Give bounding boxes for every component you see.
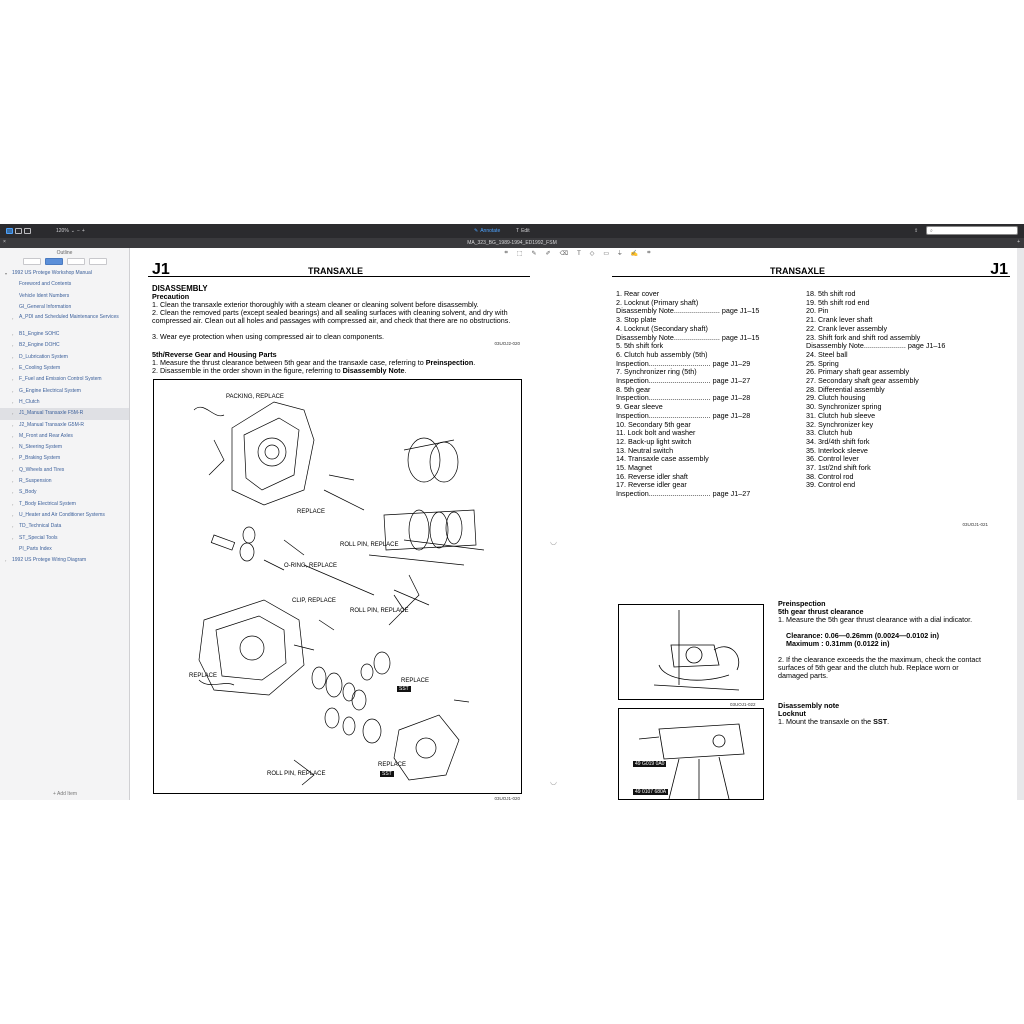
annotations-tab-icon[interactable] — [89, 258, 107, 265]
pdf-page-left — [148, 259, 530, 800]
page-layout-icon[interactable] — [24, 228, 31, 234]
diagram-label: O-RING, REPLACE — [284, 563, 338, 569]
parts-list-item: 17. Reverse idler gear — [616, 480, 687, 490]
highlighter-icon[interactable]: ✐ — [545, 251, 551, 257]
parts-list-item: 35. Interlock sleeve — [806, 445, 868, 455]
outline-item[interactable]: › D_Lubrication System — [12, 353, 68, 360]
figure-code: 03UOJ1-020 — [494, 796, 520, 801]
diagram-label: CLIP, REPLACE — [292, 598, 336, 604]
share-icon[interactable]: ⇪ — [914, 228, 919, 234]
sidebar-tabs — [0, 257, 129, 266]
dial-indicator-photo — [618, 604, 764, 700]
parts-list-item: Inspection............................... page J1–28 — [616, 410, 751, 420]
diagram-label: REPLACE — [401, 678, 430, 684]
outline-item[interactable]: › M_Front and Rear Axles — [12, 432, 73, 439]
document-tab-bar — [0, 238, 1024, 248]
preinspection-step: 2. If the clearance exceeds the the maximum, check the contact surfaces of 5th gear and the clutch hub. Replace worn or damaged parts. — [778, 655, 981, 681]
parts-list-item: 38. Control rod — [806, 471, 854, 481]
sst-part-number: 49 G019 0A0 — [635, 761, 665, 767]
parts-list-item: Disassembly Note....................... page J1–15 — [616, 306, 760, 316]
clearance-spec: Clearance: 0.06—0.26mm (0.0024—0.0102 in) — [786, 631, 940, 640]
zoom-chevron-icon[interactable]: ⌄ — [70, 228, 75, 234]
parts-list-item: 16. Reverse idler shaft — [616, 471, 688, 481]
outline-item[interactable]: › U_Heater and Air Conditioner Systems — [12, 511, 105, 518]
exploded-view-drawing — [154, 380, 521, 793]
note-icon[interactable]: ▭ — [603, 251, 610, 257]
parts-list-item: 34. 3rd/4th shift fork — [806, 436, 870, 446]
zoom-out-button[interactable]: − — [77, 228, 80, 234]
parts-list-item: 12. Back-up light switch — [616, 436, 692, 446]
outline-item[interactable]: › T_Body Electrical System — [12, 500, 76, 507]
parts-list-item: 32. Synchronizer key — [806, 419, 874, 429]
stamp-icon[interactable]: ⍊ — [618, 250, 622, 256]
zoom-in-button[interactable]: + — [81, 228, 85, 234]
parts-list-item: Inspection............................... page J1–28 — [616, 393, 751, 403]
parts-list-item: 5. 5th shift fork — [616, 341, 664, 351]
thumbnails-tab-icon[interactable] — [23, 258, 41, 265]
search-icon: ⌕ — [930, 228, 933, 234]
parts-list-item: 30. Synchronizer spring — [806, 402, 882, 412]
section-code: J1 — [152, 261, 170, 278]
outline-item[interactable]: ▾ 1992 US Protege Workshop Manual — [5, 270, 92, 276]
preinspection-heading: Preinspection — [778, 599, 826, 608]
figure-code: 03UOJ1-021 — [962, 522, 988, 527]
outline-item-selected[interactable]: › J1_Manual Transaxle F5M-R — [0, 408, 129, 419]
subsection-step: 1. Measure the thrust clearance between 5th gear and the transaxle case, referring to Preinspection. — [152, 358, 476, 367]
scrollbar[interactable] — [1017, 248, 1024, 800]
parts-list-item: 10. Secondary 5th gear — [616, 419, 691, 429]
crop-icon[interactable]: ⌗ — [647, 250, 651, 256]
search-input[interactable] — [926, 226, 1018, 235]
sst-mount-illustration — [619, 709, 764, 800]
grid-view-icon[interactable] — [15, 228, 22, 234]
parts-list-item: 19. 5th shift rod end — [806, 297, 870, 307]
parts-list-item: 3. Stop plate — [616, 315, 657, 325]
subsection-step: 2. Disassemble in the order shown in the figure, referring to Disassembly Note. — [152, 366, 407, 375]
parts-list-item: Inspection............................... page J1–29 — [616, 358, 751, 368]
outline-item[interactable]: › G_Engine Electrical System — [12, 387, 81, 394]
parts-list-item: 20. Pin — [806, 306, 829, 316]
parts-list-item: 18. 5th shift rod — [806, 289, 856, 298]
outline-item[interactable]: Foreword and Contents — [19, 281, 72, 288]
parts-list-item: 14. Transaxle case assembly — [616, 454, 709, 464]
parts-list-item: 15. Magnet — [616, 463, 652, 473]
page-title: TRANSAXLE — [308, 266, 364, 276]
parts-list-item: 7. Synchronizer ring (5th) — [616, 367, 697, 377]
parts-list-item: 24. Steel ball — [806, 349, 848, 359]
parts-list-item: 6. Clutch hub assembly (5th) — [616, 349, 708, 359]
parts-list-item: Disassembly Note....................... page J1–15 — [616, 332, 760, 342]
parts-list-item: 27. Secondary shaft gear assembly — [806, 376, 919, 386]
figure-code: 03UOJ2-020 — [494, 341, 520, 346]
parts-list-item: 11. Lock bolt and washer — [616, 428, 696, 438]
parts-list-item: 26. Primary shaft gear assembly — [806, 367, 910, 377]
precaution-heading: Precaution — [152, 292, 190, 301]
parts-list-item: Disassembly Note..................... page J1–16 — [806, 341, 946, 351]
outline-item[interactable]: › Q_Wheels and Tires — [12, 466, 65, 473]
disassembly-heading: DISASSEMBLY — [152, 284, 208, 293]
diagram-label: ROLL PIN, REPLACE — [350, 608, 409, 614]
annotate-tab[interactable]: Annotate — [480, 228, 501, 234]
eraser-icon[interactable]: ⌫ — [559, 251, 569, 257]
disassembly-note-step: 1. Mount the transaxle on the SST. — [778, 717, 890, 726]
precaution-step: 1. Clean the transaxle exterior thoroughly with a steam cleaner or cleaning solvent before disassembly. — [152, 300, 479, 309]
diagram-label: REPLACE — [189, 673, 218, 679]
outline-item[interactable]: › J2_Manual Transaxle G5M-R — [12, 421, 85, 428]
select-text-icon[interactable]: ⌗ — [504, 250, 508, 256]
parts-list-item: 37. 1st/2nd shift fork — [806, 463, 871, 473]
parts-list-item: 9. Gear sleeve — [616, 402, 663, 412]
parts-list-item: 29. Clutch housing — [806, 393, 866, 403]
outline-sidebar — [0, 248, 130, 800]
sidebar-toggle-icon[interactable] — [6, 228, 13, 234]
figure-code: 03UOJ1-022 — [730, 702, 756, 707]
outline-item[interactable]: › F_Fuel and Emission Control System — [12, 376, 102, 383]
outline-item[interactable]: › R_Suspension — [12, 478, 52, 485]
edit-text-icon: T — [516, 228, 520, 234]
bookmarks-tab-icon[interactable] — [67, 258, 85, 265]
outline-item[interactable]: › H_Clutch — [12, 398, 40, 405]
text-tool-icon[interactable]: T — [577, 250, 581, 257]
sst-label: SST — [382, 771, 392, 777]
outline-list — [0, 268, 129, 566]
outline-item[interactable]: › P_Braking System — [12, 455, 61, 462]
outline-item[interactable]: › B1_Engine SOHC — [12, 331, 60, 338]
diagram-label: REPLACE — [378, 762, 407, 768]
parts-list-item: 2. Locknut (Primary shaft) — [616, 297, 699, 307]
parts-list-item: 8. 5th gear — [616, 384, 651, 394]
section-code: J1 — [990, 261, 1008, 278]
outline-item[interactable]: Vehicle Ident Numbers — [19, 292, 70, 299]
parts-list-item: 33. Clutch hub — [806, 428, 853, 438]
add-item-button[interactable]: + Add Item — [52, 791, 78, 797]
zoom-level[interactable]: 120% — [56, 228, 69, 234]
parts-list-item: 21. Crank lever shaft — [806, 315, 873, 325]
shapes-icon[interactable]: ◇ — [589, 251, 595, 257]
outline-item[interactable]: › ST_Special Tools — [12, 534, 58, 541]
clearance-heading: 5th gear thrust clearance — [778, 607, 864, 616]
exploded-diagram — [153, 379, 522, 794]
parts-list-item: 22. Crank lever assembly — [806, 323, 888, 333]
parts-list-right — [806, 290, 945, 490]
outline-item[interactable]: › 1992 US Protege Wiring Diagram — [5, 557, 87, 564]
page-title: TRANSAXLE — [770, 266, 826, 276]
outline-item[interactable]: › TD_Technical Data — [12, 523, 62, 530]
diagram-label: REPLACE — [297, 509, 326, 515]
sst-label: SST — [399, 686, 409, 692]
diagram-label: ROLL PIN, REPLACE — [267, 771, 326, 777]
parts-list-item: Inspection............................... page J1–27 — [616, 489, 751, 499]
parts-list-item: 1. Rear cover — [616, 289, 660, 298]
sst-part-number: 49 0107 680A — [635, 789, 667, 795]
pdf-page-right — [612, 259, 1010, 800]
parts-list-item: 23. Shift fork and shift rod assembly — [806, 332, 921, 342]
preinspection-step: 1. Measure the 5th gear thrust clearance with a dial indicator. — [778, 615, 973, 624]
sst-mount-photo — [618, 708, 764, 800]
outline-tab-icon[interactable] — [45, 258, 63, 265]
outline-item[interactable]: › E_Cooling System — [12, 365, 61, 372]
outline-item[interactable]: › B2_Engine DOHC — [12, 342, 60, 349]
parts-list-item: 13. Neutral switch — [616, 445, 674, 455]
parts-list-item: 39. Control end — [806, 480, 856, 490]
disassembly-note-heading: Disassembly note — [778, 701, 840, 710]
sidebar-header: Outline — [56, 250, 73, 256]
annotation-toolbar — [131, 248, 1024, 259]
parts-list-item: 28. Differential assembly — [806, 384, 885, 394]
pdf-viewer-window — [0, 224, 1024, 800]
parts-list-item: 31. Clutch hub sleeve — [806, 410, 876, 420]
binder-hole: ◡ — [550, 777, 557, 786]
diagram-label: PACKING, REPLACE — [226, 394, 284, 400]
edit-tab[interactable]: Edit — [521, 228, 530, 234]
annotate-icon: ✎ — [474, 228, 479, 234]
outline-item[interactable]: › S_Body — [12, 489, 37, 496]
pen-icon[interactable]: ✎ — [531, 251, 537, 257]
parts-list-item: 4. Locknut (Secondary shaft) — [616, 323, 708, 333]
outline-item[interactable]: PI_Parts Index — [19, 545, 52, 552]
rect-select-icon[interactable]: ⬚ — [516, 251, 523, 257]
dial-indicator-illustration — [619, 605, 764, 700]
parts-list-item: 36. Control lever — [806, 454, 859, 464]
page-header — [612, 261, 1010, 277]
diagram-label: ROLL PIN, REPLACE — [340, 542, 399, 548]
page-header — [148, 261, 530, 277]
subsection-heading: 5th/Reverse Gear and Housing Parts — [152, 350, 277, 359]
parts-list-item: 25. Spring — [806, 358, 839, 368]
new-tab-icon[interactable]: + — [1017, 239, 1020, 245]
outline-item[interactable]: GI_General Information — [19, 303, 72, 310]
document-tab[interactable]: MA_323_BG_1989-1994_ED1992_FSM — [467, 240, 557, 246]
parts-list-item: Inspection............................... page J1–27 — [616, 376, 751, 386]
maximum-spec: Maximum : 0.31mm (0.0122 in) — [786, 639, 890, 648]
outline-item[interactable]: › A_PDI and Scheduled Maintenance Services — [12, 314, 119, 322]
sign-icon[interactable]: ✍ — [630, 251, 639, 257]
binder-hole: ◡ — [550, 537, 557, 546]
parts-list-left — [616, 290, 759, 499]
main-toolbar — [0, 224, 1024, 238]
outline-item[interactable]: › N_Steering System — [12, 444, 63, 451]
close-tab-icon[interactable]: × — [3, 239, 6, 245]
locknut-heading: Locknut — [778, 709, 806, 718]
precaution-step: 2. Clean the removed parts (except sealed bearings) and all sealing surfaces with cleaning solvent, and dry with compressed air. Clean out all holes and passages with compressed air, and check that there are no obstructions. — [152, 308, 511, 326]
precaution-step: 3. Wear eye protection when using compressed air to clean components. — [152, 332, 384, 341]
